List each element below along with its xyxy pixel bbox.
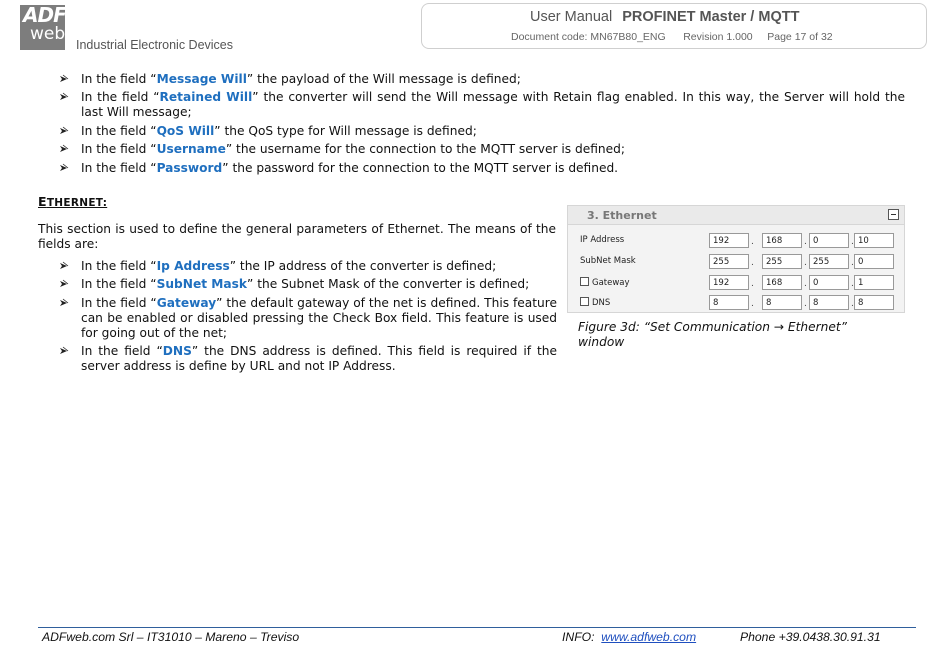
enable-checkbox[interactable] <box>580 277 589 286</box>
bullet-arrow-icon <box>58 278 70 290</box>
page-number: Page 17 of 32 <box>767 31 833 43</box>
list-item: In the field “Gateway” the default gateway of the net is defined. This feature can be enabled or disabled pressing the Check Box field. This feature is used for going out of the net; <box>38 296 557 341</box>
list-item: In the field “SubNet Mask” the Subnet Mask of the converter is defined; <box>38 277 557 292</box>
ethernet-row <box>580 295 896 311</box>
bullet-arrow-icon <box>58 91 70 103</box>
octet-input[interactable]: 192 <box>709 275 749 290</box>
section-intro: This section is used to define the general parameters of Ethernet. The means of the fields are: <box>38 222 556 251</box>
footer-website-link[interactable]: www.adfweb.com <box>601 630 697 644</box>
enable-checkbox[interactable] <box>580 297 589 306</box>
field-name: Gateway <box>156 295 217 310</box>
octet-separator: . <box>751 299 754 309</box>
doc-code: Document code: MN67B80_ENG <box>511 31 666 43</box>
product-name: PROFINET Master / MQTT <box>622 9 800 25</box>
header-meta <box>511 31 833 43</box>
footer-divider <box>38 627 916 628</box>
bullet-arrow-icon <box>58 345 70 357</box>
bullet-arrow-icon <box>58 125 70 137</box>
list-item: In the field “DNS” the DNS address is defined. This field is required if the server address is define by URL and not IP Address. <box>38 344 557 374</box>
bullet-arrow-icon <box>58 162 70 174</box>
ethernet-row <box>580 254 896 270</box>
manual-label: User Manual <box>530 9 613 25</box>
octet-input[interactable]: 168 <box>762 275 802 290</box>
octet-separator: . <box>851 299 854 309</box>
octet-input[interactable]: 10 <box>854 233 894 248</box>
octet-input[interactable]: 192 <box>709 233 749 248</box>
collapse-icon <box>888 209 899 220</box>
octet-separator: . <box>851 237 854 247</box>
ethernet-fields-list <box>38 259 557 378</box>
list-item: In the field “Message Will” the payload of the Will message is defined; <box>38 72 905 87</box>
octet-separator: . <box>804 258 807 268</box>
footer-company: ADFweb.com Srl – IT31010 – Mareno – Treviso <box>42 630 300 644</box>
field-name: Password <box>156 160 223 175</box>
ethernet-row <box>580 275 896 291</box>
ethernet-row <box>580 233 896 249</box>
footer-info <box>562 630 696 644</box>
section-title: ETHERNET: <box>38 194 108 209</box>
bullet-arrow-icon <box>58 73 70 85</box>
list-item: In the field “Ip Address” the IP address of the converter is defined; <box>38 259 557 274</box>
company-tagline: Industrial Electronic Devices <box>76 38 234 52</box>
document-header <box>421 3 927 49</box>
bullet-arrow-icon <box>58 143 70 155</box>
figure-header <box>568 206 904 225</box>
figure-title: 3. Ethernet <box>587 209 657 222</box>
octet-separator: . <box>804 279 807 289</box>
field-name: DNS <box>162 344 192 359</box>
logo-text-top: ADF <box>23 3 66 27</box>
octet-separator: . <box>751 237 754 247</box>
field-label: IP Address <box>580 235 625 245</box>
octet-input[interactable]: 255 <box>762 254 802 269</box>
field-label: Gateway <box>580 277 630 288</box>
header-title <box>530 9 799 25</box>
footer-phone: Phone +39.0438.30.91.31 <box>740 630 881 644</box>
octet-input[interactable]: 8 <box>854 295 894 310</box>
adfweb-logo <box>20 5 65 50</box>
octet-input[interactable]: 0 <box>854 254 894 269</box>
field-label: SubNet Mask <box>580 256 636 266</box>
octet-input[interactable]: 255 <box>709 254 749 269</box>
octet-separator: . <box>751 279 754 289</box>
octet-input[interactable]: 168 <box>762 233 802 248</box>
list-item: In the field “Username” the username for the connection to the MQTT server is defined; <box>38 142 905 157</box>
field-label: DNS <box>580 297 610 308</box>
field-name: SubNet Mask <box>156 277 247 292</box>
octet-separator: . <box>751 258 754 268</box>
bullet-arrow-icon <box>58 260 70 272</box>
octet-input[interactable]: 0 <box>809 233 849 248</box>
ethernet-settings-figure <box>567 205 905 313</box>
list-item: In the field “Password” the password for the connection to the MQTT server is defined. <box>38 161 905 176</box>
field-name: Retained Will <box>159 90 253 105</box>
list-item: In the field “QoS Will” the QoS type for Will message is defined; <box>38 124 905 139</box>
octet-input[interactable]: 8 <box>762 295 802 310</box>
octet-separator: . <box>804 299 807 309</box>
footer-info-label: INFO: <box>562 630 595 644</box>
octet-input[interactable]: 8 <box>809 295 849 310</box>
list-item: In the field “Retained Will” the converter will send the Will message with Retain flag enabled. In this way, the Server will hold the last Will message; <box>38 90 905 120</box>
octet-input[interactable]: 255 <box>809 254 849 269</box>
octet-separator: . <box>851 279 854 289</box>
mqtt-fields-list <box>38 72 905 179</box>
field-name: Ip Address <box>156 259 230 273</box>
field-name: Message Will <box>156 72 247 86</box>
octet-input[interactable]: 8 <box>709 295 749 310</box>
field-name: Username <box>156 142 226 157</box>
field-name: QoS Will <box>156 123 215 138</box>
revision: Revision 1.000 <box>683 31 753 43</box>
bullet-arrow-icon <box>58 297 70 309</box>
octet-separator: . <box>851 258 854 268</box>
logo-text-bottom: web <box>30 24 66 44</box>
figure-caption: Figure 3d: “Set Communication → Ethernet” window <box>578 320 847 349</box>
octet-input[interactable]: 1 <box>854 275 894 290</box>
octet-separator: . <box>804 237 807 247</box>
octet-input[interactable]: 0 <box>809 275 849 290</box>
